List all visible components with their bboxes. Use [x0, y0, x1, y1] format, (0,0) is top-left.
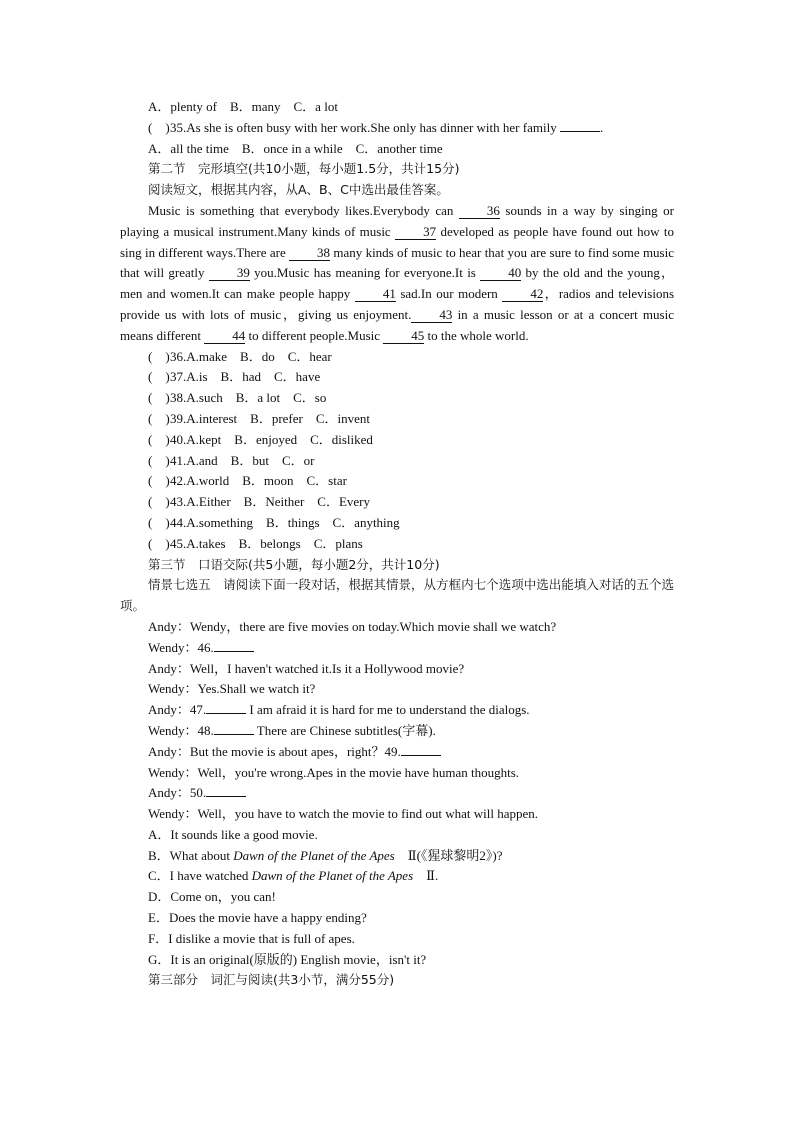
- dialog: [120, 617, 674, 825]
- cloze-question-list: [120, 347, 674, 555]
- dialog-line: Wendy：Well，you have to watch the movie to find out what will happen.: [148, 806, 538, 822]
- cloze-question: ( )38.A.such B．a lot C．so: [120, 388, 674, 409]
- dialog-line: Andy：Wendy，there are five movies on today.Which movie shall we watch?: [148, 618, 557, 634]
- cloze-passage: Music is something that everybody likes.Everybody can 36 sounds in a way by singing or playing a musical instrument.Many kinds of music 37 developed as people have found out how to sing in different ways.There are 38 many kinds of music to hear that you are sure to find some music that will greatly 39 you.Music has meaning for everyone.It is 40 by the old and the young，men and women.It can make people happy 41 sad.In our modern 42，radios and televisions provide us with lots of music，giving us enjoyment. 43 in a music lesson or at a concert music means different 44 to different people.Music 45 to the whole world.: [120, 202, 675, 343]
- answer-blank-46[interactable]: [214, 639, 254, 652]
- blank-38: 38: [289, 246, 330, 261]
- answer-blank[interactable]: [560, 119, 600, 132]
- part-3-title: 第三部分 词汇与阅读(共3小节，满分55分): [148, 972, 395, 988]
- blank-36: 36: [459, 204, 500, 219]
- dialog-line: Andy：Well，I haven't watched it.Is it a Hollywood movie?: [148, 660, 465, 676]
- cloze-question: ( )45.A.takes B．belongs C．plans: [120, 534, 674, 555]
- dialog-line: Wendy：Yes.Shall we watch it?: [148, 681, 316, 697]
- section-3-instructions: 情景七选五 请阅读下面一段对话，根据其情景，从方框内七个选项中选出能填入对话的五个选项。: [120, 577, 674, 614]
- option-a: A．It sounds like a good movie.: [148, 826, 318, 842]
- answer-paren[interactable]: ( ): [148, 431, 170, 447]
- question-text: 35.As she is often busy with her work.She only has dinner with her family: [170, 119, 560, 135]
- dialog-line: Wendy：Well，you're wrong.Apes in the movie have human thoughts.: [148, 764, 520, 780]
- answer-paren[interactable]: ( ): [148, 473, 170, 489]
- blank-40: 40: [480, 266, 521, 281]
- cloze-question: ( )40.A.kept B．enjoyed C．disliked: [120, 430, 674, 451]
- dialog-line: Andy：47. I am afraid it is hard for me to understand the dialogs.: [148, 702, 530, 718]
- movie-title: Dawn of the Planet of the Apes: [233, 847, 395, 863]
- cloze-question: ( )41.A.and B．but C．or: [120, 451, 674, 472]
- answer-paren[interactable]: ( ): [148, 535, 170, 551]
- section-2-title: 第二节 完形填空(共10小题，每小题1.5分，共计15分): [148, 161, 460, 177]
- question-35: ( )35.As she is often busy with her work.She only has dinner with her family .: [120, 118, 674, 139]
- blank-45: 45: [383, 329, 424, 344]
- answer-paren[interactable]: ( ): [148, 410, 170, 426]
- movie-title: Dawn of the Planet of the Apes: [251, 868, 414, 884]
- cloze-question: ( )37.A.is B．had C．have: [120, 367, 674, 388]
- page-content: [120, 97, 674, 991]
- answer-blank-50[interactable]: [206, 784, 246, 797]
- section-3-title: 第三节 口语交际(共5小题，每小题2分，共计10分): [148, 556, 440, 572]
- cloze-question: ( )43.A.Either B．Neither C．Every: [120, 492, 674, 513]
- cloze-question: ( )39.A.interest B．prefer C．invent: [120, 409, 674, 430]
- q35-options: A．all the time B．once in a while C．another time: [148, 140, 443, 156]
- cloze-question: ( )42.A.world B．moon C．star: [120, 471, 674, 492]
- q34-options: A．plenty of B．many C．a lot: [148, 99, 338, 114]
- blank-37: 37: [395, 225, 436, 240]
- cloze-question: ( )44.A.something B．things C．anything: [120, 513, 674, 534]
- answer-paren[interactable]: ( ): [148, 494, 170, 510]
- option-e: E．Does the movie have a happy ending?: [148, 910, 367, 926]
- blank-43: 43: [411, 308, 452, 323]
- dialog-line: Wendy：46.: [120, 638, 674, 659]
- blank-41: 41: [355, 287, 396, 302]
- blank-39: 39: [209, 266, 250, 281]
- option-d: D．Come on，you can!: [148, 889, 276, 905]
- option-f: F．I dislike a movie that is full of apes.: [148, 930, 355, 946]
- answer-paren[interactable]: ( ): [148, 390, 170, 406]
- option-g: G．It is an original(原版的) English movie，isn't it?: [148, 951, 427, 967]
- dialog-line: Wendy：48. There are Chinese subtitles(字幕).: [148, 722, 436, 738]
- answer-paren[interactable]: ( ): [148, 119, 170, 135]
- cloze-question: ( )36.A.make B．do C．hear: [120, 347, 674, 368]
- dialog-line: Andy：But the movie is about apes，right？49.: [120, 742, 674, 763]
- answer-blank-49[interactable]: [401, 743, 441, 756]
- dialog-line: Andy：50.: [120, 783, 674, 804]
- answer-paren[interactable]: ( ): [148, 452, 170, 468]
- answer-paren[interactable]: ( ): [148, 369, 170, 385]
- answer-paren[interactable]: ( ): [148, 514, 170, 530]
- option-b: B．What about Dawn of the Planet of the Apes Ⅱ(《猩球黎明2》)?: [148, 847, 503, 863]
- answer-blank-48[interactable]: [214, 722, 254, 735]
- blank-44: 44: [204, 329, 245, 344]
- answer-paren[interactable]: ( ): [148, 348, 170, 364]
- option-c: C．I have watched Dawn of the Planet of the Apes Ⅱ.: [148, 868, 439, 884]
- answer-blank-47[interactable]: [206, 701, 246, 714]
- blank-42: 42: [502, 287, 543, 302]
- section-2-instructions: 阅读短文，根据其内容，从A、B、C中选出最佳答案。: [148, 182, 449, 198]
- option-list: [120, 825, 674, 971]
